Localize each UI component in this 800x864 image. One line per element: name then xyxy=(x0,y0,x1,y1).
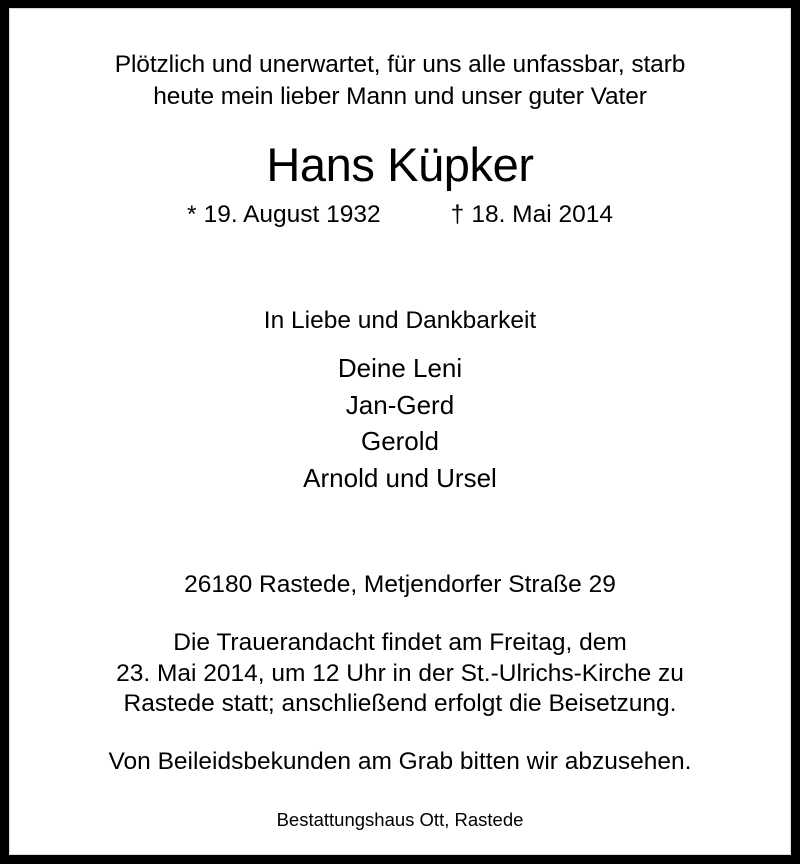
death-date-value: 18. Mai 2014 xyxy=(471,201,613,228)
service-details xyxy=(10,628,790,720)
intro-text xyxy=(10,9,790,113)
notice-content-area xyxy=(9,8,791,855)
address-line: 26180 Rastede, Metjendorfer Straße 29 xyxy=(184,571,616,598)
deceased-name: Hans Küpker xyxy=(266,138,534,191)
birth-date-group xyxy=(187,200,381,230)
birth-star-icon: * xyxy=(187,201,197,228)
birth-date-value: 19. August 1932 xyxy=(203,201,381,228)
intro-line-2: heute mein lieber Mann und unser guter Vater xyxy=(153,83,647,110)
survivor-name: Deine Leni xyxy=(337,353,463,383)
survivor-name: Arnold und Ursel xyxy=(303,462,497,493)
service-line-1: Die Trauerandacht findet am Freitag, dem xyxy=(173,629,627,656)
service-line-2: 23. Mai 2014, um 12 Uhr in der St.-Ulrichs-Kirche zu xyxy=(116,659,684,687)
service-line-3: Rastede statt; anschließend erfolgt die Beisetzung. xyxy=(123,690,677,717)
survivor-name: Jan-Gerd xyxy=(345,389,455,420)
survivor-name: Gerold xyxy=(360,426,440,456)
death-date-group xyxy=(451,200,613,230)
life-dates xyxy=(10,200,790,230)
survivors-list xyxy=(10,350,790,496)
condolence-request-line: Von Beileidsbekunden am Grab bitten wir abzusehen. xyxy=(108,747,692,775)
intro-line-1: Plötzlich und unerwartet, für uns alle unfassbar, starb xyxy=(114,51,686,78)
funeral-home-line: Bestattungshaus Ott, Rastede xyxy=(276,808,524,830)
death-cross-icon: † xyxy=(450,201,465,228)
thanks-line: In Liebe und Dankbarkeit xyxy=(263,307,537,334)
